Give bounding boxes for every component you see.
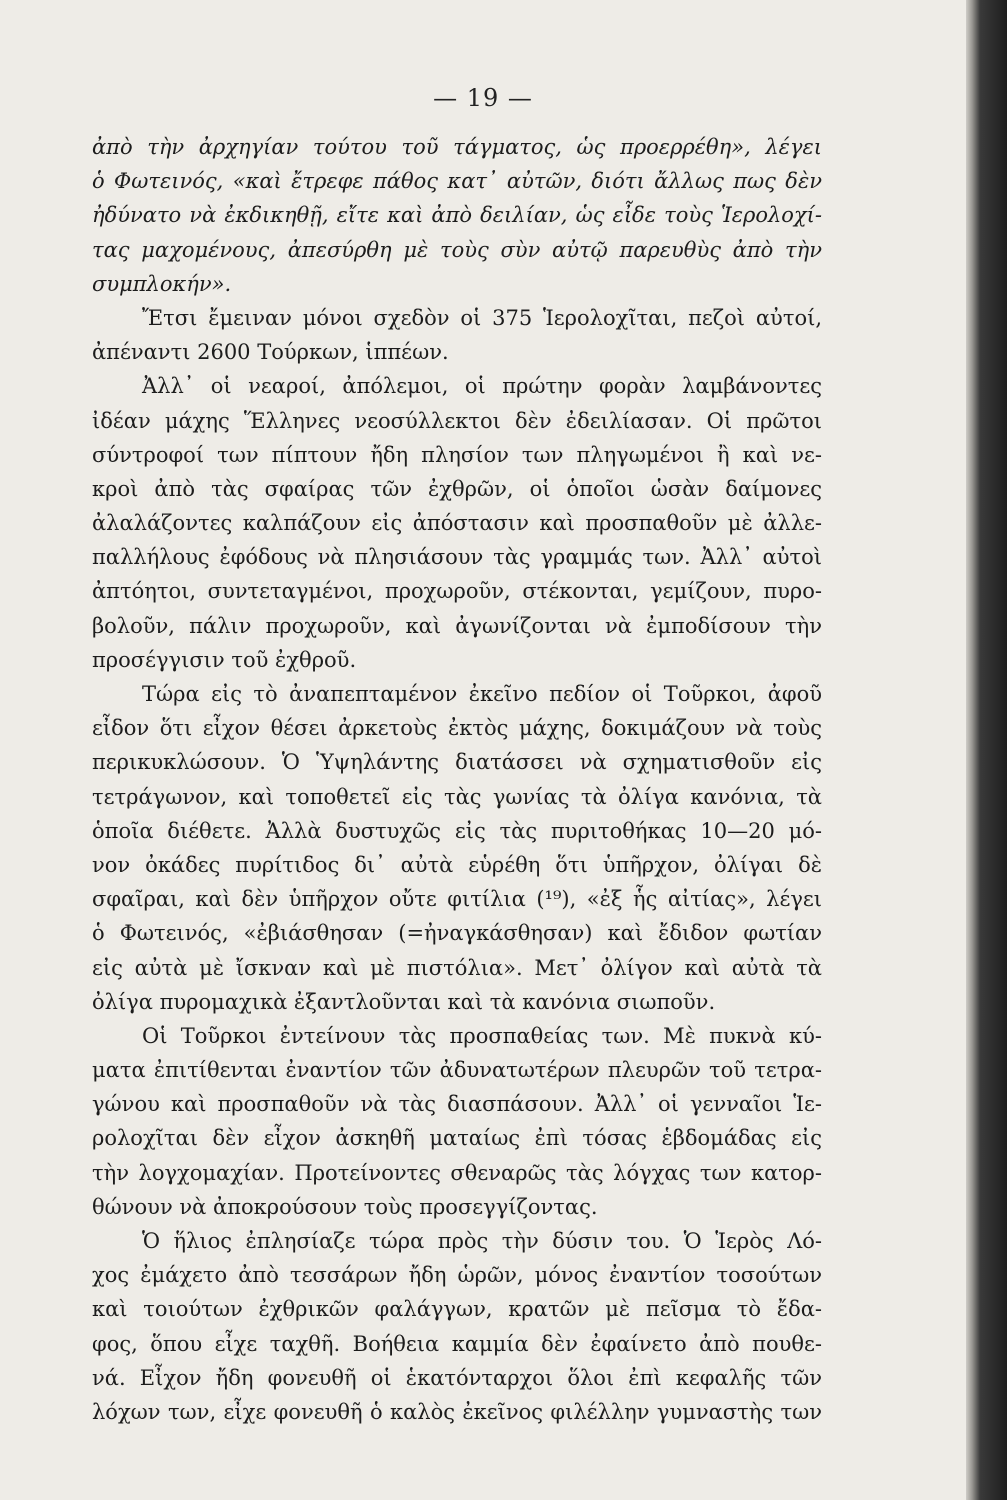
- text-line: ὁ Φωτεινός, «καὶ ἔτρεφε πάθος κατ᾽ αὐτῶν, διότι ἄλλως πως δὲν: [92, 169, 822, 194]
- text-line: βολοῦν, πάλιν προχωροῦν, καὶ ἀγωνίζονται νὰ ἐμποδίσουν τὴν: [92, 613, 822, 638]
- text-line: τετράγωνον, καὶ τοποθετεῖ εἰς τὰς γωνίας τὰ ὀλίγα κανόνια, τὰ: [92, 784, 822, 809]
- text-line: νά. Εἶχον ἤδη φονευθῆ οἱ ἑκατόνταρχοι ὅλοι ἐπὶ κεφαλῆς τῶν: [92, 1365, 822, 1390]
- page-edge-shadow: [966, 0, 1007, 1500]
- text-line: θώνουν νὰ ἀποκρούσουν τοὺς προσεγγίζοντας.: [92, 1194, 598, 1219]
- text-line: χος ἐμάχετο ἀπὸ τεσσάρων ἤδη ὡρῶν, μόνος ἐναντίον τοσούτων: [92, 1263, 822, 1288]
- text-line: φος, ὅπου εἶχε ταχθῆ. Βοήθεια καμμία δὲν ἐφαίνετο ἀπὸ πουθε-: [92, 1331, 822, 1356]
- text-line: ἀπτόητοι, συντεταγμένοι, προχωροῦν, στέκονται, γεμίζουν, πυρο-: [92, 579, 822, 604]
- text-line: σφαῖραι, καὶ δὲν ὑπῆρχον οὔτε φιτίλια (¹⁹), «ἐξ ἧς αἰτίας», λέγει: [92, 887, 822, 912]
- text-line: γώνου καὶ προσπαθοῦν νὰ τὰς διασπάσουν. Ἀλλ᾽ οἱ γενναῖοι Ἱε-: [92, 1092, 822, 1117]
- text-line: τας μαχομένους, ἀπεσύρθη μὲ τοὺς σὺν αὐτῷ παρευθὺς ἀπὸ τὴν: [92, 237, 822, 262]
- body-text: [92, 130, 822, 1429]
- page-number: — 19 —: [433, 84, 533, 112]
- text-line: ρολοχῖται δὲν εἶχον ἀσκηθῆ ματαίως ἐπὶ τόσας ἑβδομάδας εἰς: [92, 1126, 822, 1151]
- text-line: προσέγγισιν τοῦ ἐχθροῦ.: [92, 647, 357, 672]
- text-line: σύντροφοί των πίπτουν ἤδη πλησίον των πληγωμένοι ἢ καὶ νε-: [92, 442, 822, 467]
- text-line: τὴν λογχομαχίαν. Προτείνοντες σθεναρῶς τὰς λόγχας των κατορ-: [92, 1160, 822, 1185]
- text-line: ἀλαλάζοντες καλπάζουν εἰς ἀπόστασιν καὶ προσπαθοῦν μὲ ἀλλε-: [92, 511, 822, 536]
- text-line: παλλήλους ἐφόδους νὰ πλησιάσουν τὰς γραμμάς των. Ἀλλ᾽ αὐτοὶ: [92, 545, 822, 570]
- text-line: ὀλίγα πυρομαχικὰ ἐξαντλοῦνται καὶ τὰ κανόνια σιωποῦν.: [92, 989, 716, 1014]
- text-line: νον ὀκάδες πυρίτιδος δι᾽ αὐτὰ εὑρέθη ὅτι ὑπῆρχον, ὀλίγαι δὲ: [92, 852, 822, 877]
- text-line: ματα ἐπιτίθενται ἐναντίον τῶν ἀδυνατωτέρων πλευρῶν τοῦ τετρα-: [92, 1058, 822, 1083]
- text-line: Ἀλλ᾽ οἱ νεαροί, ἀπόλεμοι, οἱ πρώτην φορὰν λαμβάνοντες: [142, 374, 822, 399]
- text-line: ἠδύνατο νὰ ἐκδικηθῇ, εἴτε καὶ ἀπὸ δειλίαν, ὡς εἶδε τοὺς Ἱερολοχί-: [92, 203, 822, 228]
- text-line: ἰδέαν μάχης Ἕλληνες νεοσύλλεκτοι δὲν ἐδειλίασαν. Οἱ πρῶτοι: [92, 408, 822, 433]
- text-line: Ὁ ἥλιος ἐπλησίαζε τώρα πρὸς τὴν δύσιν του. Ὁ Ἱερὸς Λό-: [142, 1229, 822, 1253]
- text-line: συμπλοκήν».: [92, 271, 232, 296]
- text-line: ἀπὸ τὴν ἀρχηγίαν τούτου τοῦ τάγματος, ὡς προερρέθη», λέγει: [92, 135, 822, 159]
- text-line: καὶ τοιούτων ἐχθρικῶν φαλάγγων, κρατῶν μὲ πεῖσμα τὸ ἔδα-: [92, 1297, 822, 1322]
- text-line: Οἱ Τοῦρκοι ἐντείνουν τὰς προσπαθείας των. Μὲ πυκνὰ κύ-: [142, 1023, 822, 1048]
- text-line: Τώρα εἰς τὸ ἀναπεπταμένον ἐκεῖνο πεδίον οἱ Τοῦρκοι, ἀφοῦ: [142, 682, 822, 706]
- text-line: κροὶ ἀπὸ τὰς σφαίρας τῶν ἐχθρῶν, οἱ ὁποῖοι ὡσὰν δαίμονες: [92, 476, 822, 501]
- text-line: λόχων των, εἶχε φονευθῆ ὁ καλὸς ἐκεῖνος φιλέλλην γυμναστὴς των: [92, 1399, 822, 1424]
- text-line: Ἔτσι ἔμειναν μόνοι σχεδὸν οἱ 375 Ἱερολοχῖται, πεζοὶ αὐτοί,: [142, 305, 822, 330]
- text-line: ὁ Φωτεινός, «ἐβιάσθησαν (=ἠναγκάσθησαν) καὶ ἔδιδον φωτίαν: [92, 921, 822, 946]
- text-line: εἶδον ὅτι εἶχον θέσει ἀρκετοὺς ἐκτὸς μάχης, δοκιμάζουν νὰ τοὺς: [92, 716, 822, 741]
- text-line: περικυκλώσουν. Ὁ Ὑψηλάντης διατάσσει νὰ σχηματισθοῦν εἰς: [92, 750, 822, 775]
- text-line: ὁποῖα διέθετε. Ἀλλὰ δυστυχῶς εἰς τὰς πυριτοθήκας 10—20 μό-: [92, 818, 822, 843]
- text-line: ἀπέναντι 2600 Τούρκων, ἱππέων.: [92, 340, 449, 365]
- text-line: εἰς αὐτὰ μὲ ἴσκναν καὶ μὲ πιστόλια». Μετ᾽ ὀλίγον καὶ αὐτὰ τὰ: [92, 955, 822, 980]
